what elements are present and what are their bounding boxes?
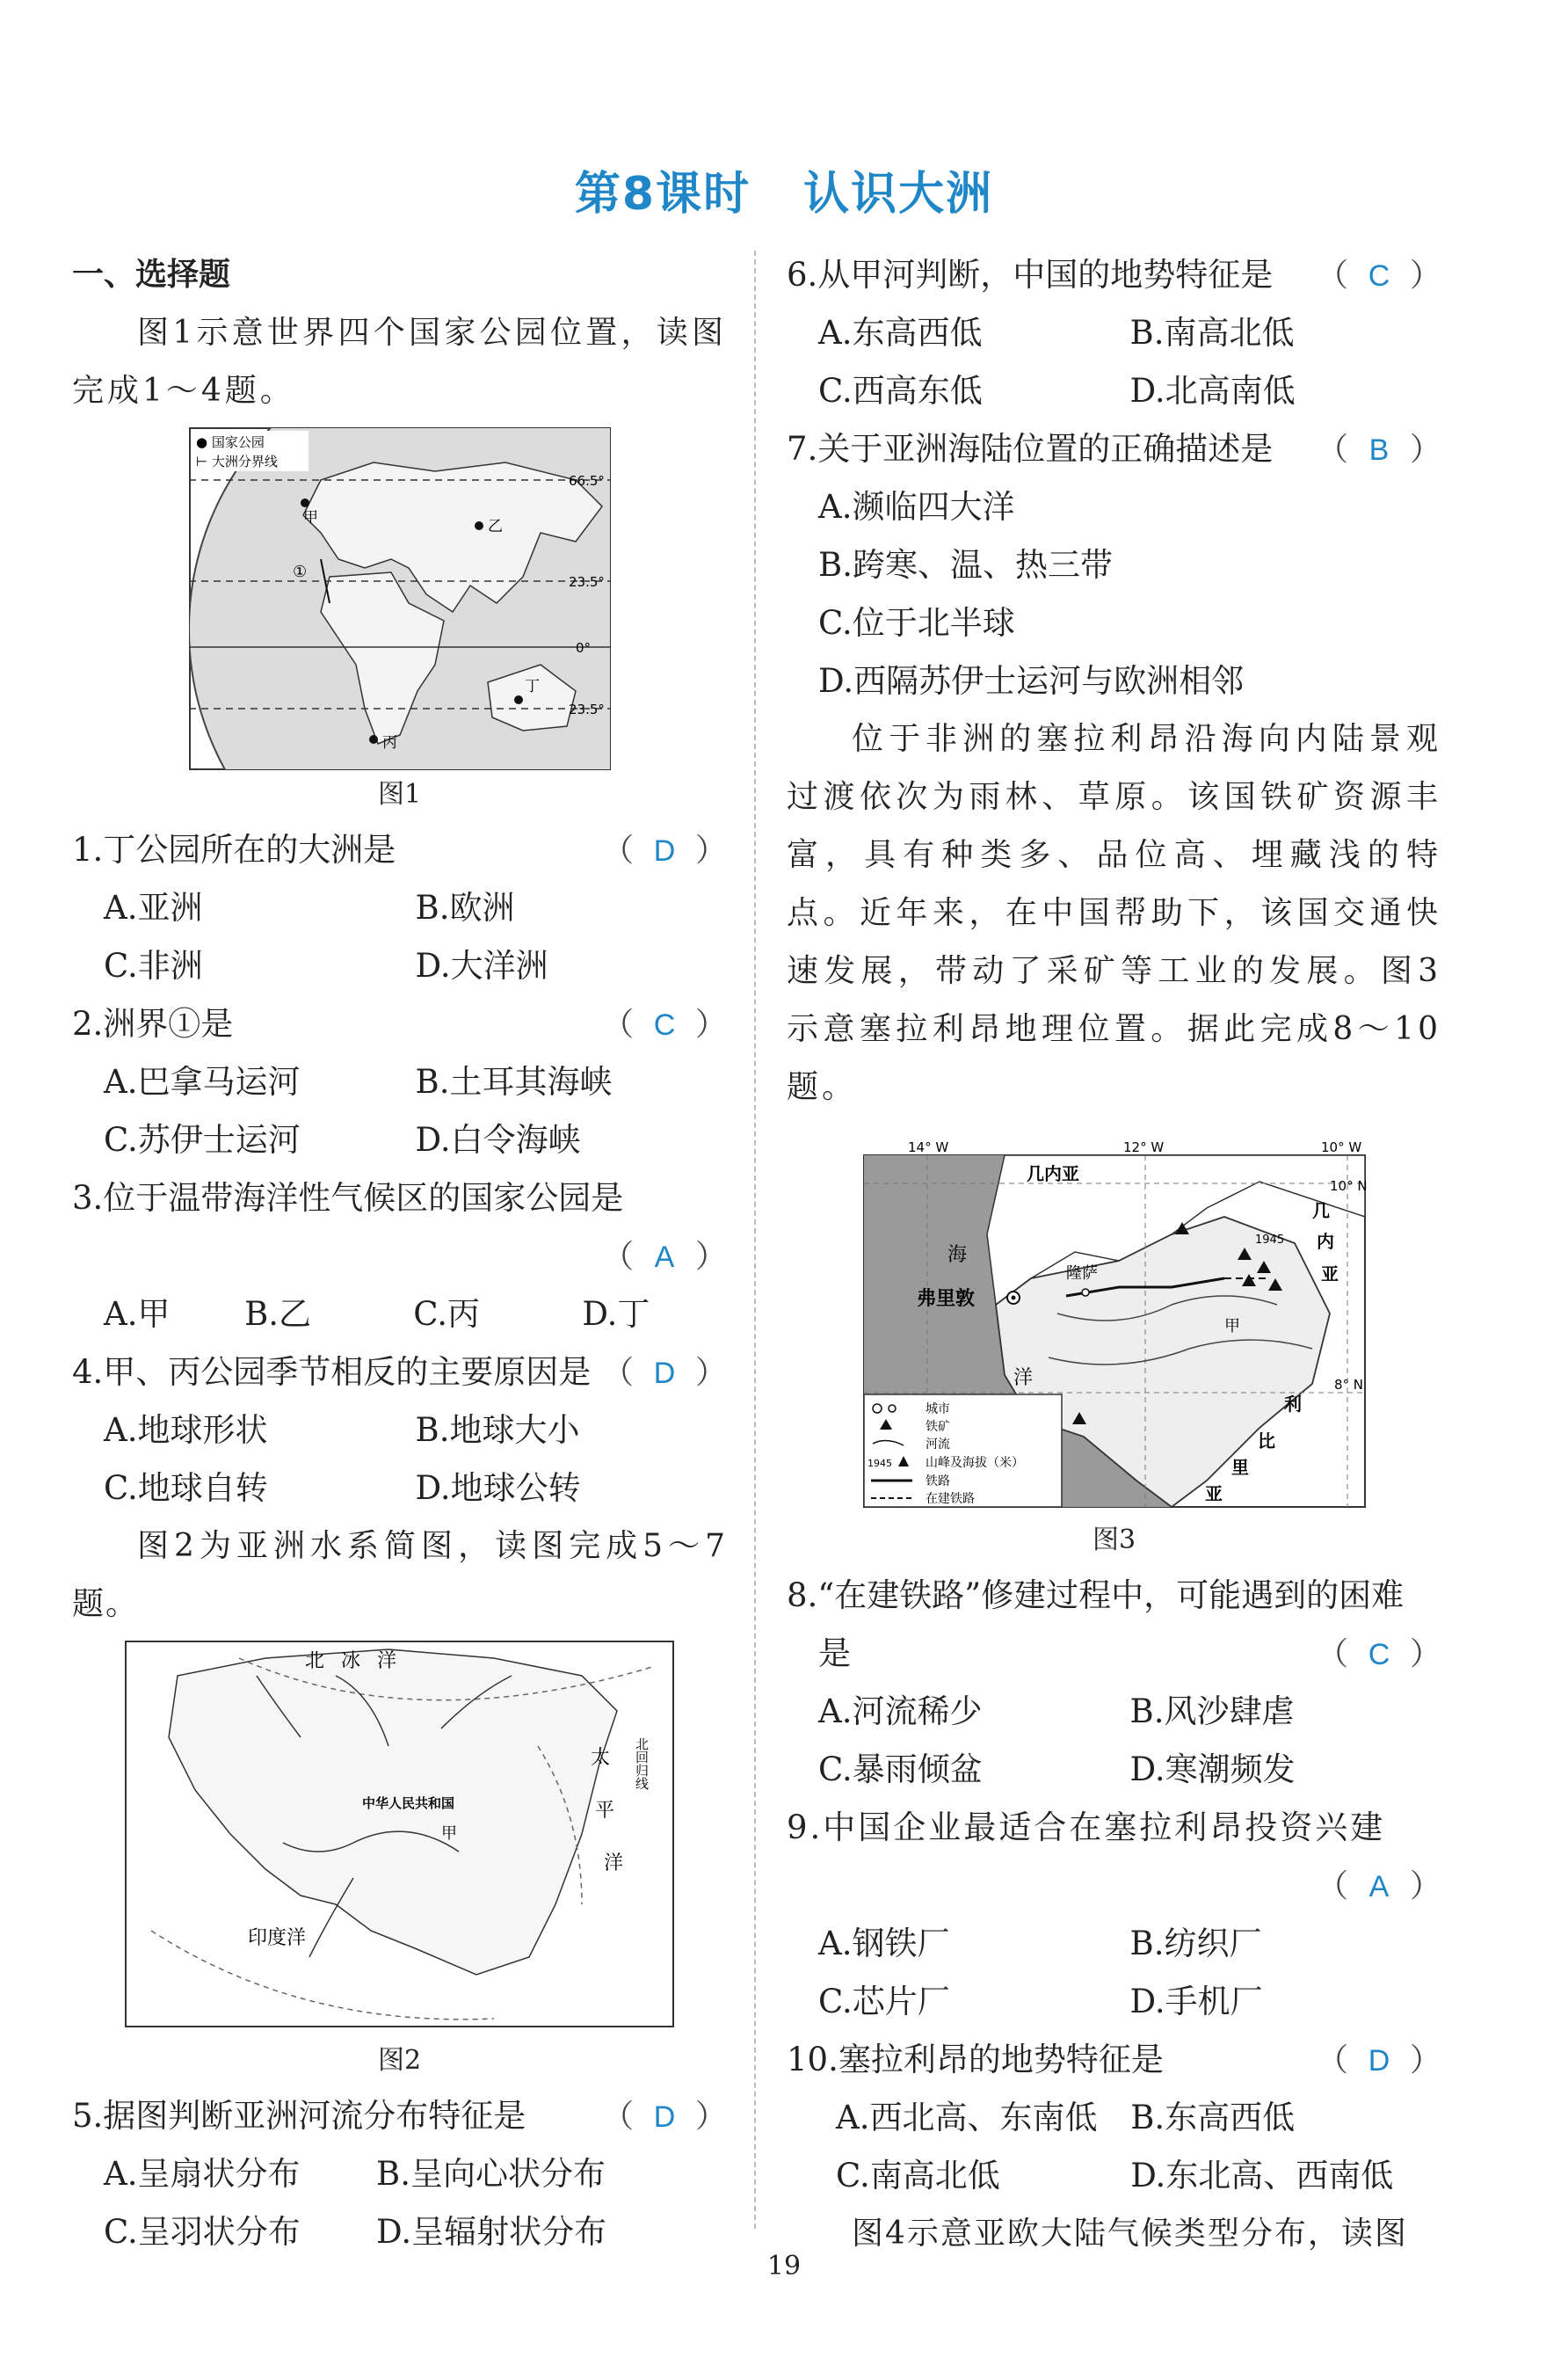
liberia-label-2: 比 xyxy=(1257,1430,1275,1452)
boundary-one-label: ① xyxy=(292,563,307,581)
lon-12w: 12° W xyxy=(1122,1139,1164,1155)
q9-options-row1: A.钢铁厂 B.纺织厂 xyxy=(818,1925,1262,1962)
question-8-cont: 是 （ C ） xyxy=(787,1625,1441,1683)
sierra-leone-map-figure xyxy=(855,1129,1374,1516)
china-label: 中华人民共和国 xyxy=(362,1795,455,1811)
lon-14w: 14° W xyxy=(907,1139,948,1155)
freetown-label: 弗里敦 xyxy=(916,1288,975,1310)
q7-option-c: C.位于北半球 xyxy=(818,604,1015,642)
tropic-label: 北回归线 xyxy=(634,1737,650,1790)
figure-1-caption: 图1 xyxy=(377,779,422,810)
guinea-label-v1: 几 xyxy=(1311,1200,1330,1221)
legend-iron: 铁矿 xyxy=(925,1420,950,1434)
figure-3-caption: 图3 xyxy=(1092,1525,1136,1555)
answer-3-line xyxy=(72,1227,727,1285)
question-4: 4.甲、丙公园季节相反的主要原因是 （ D ） xyxy=(72,1343,727,1401)
park-ding-label: 丁 xyxy=(524,678,540,695)
liberia-label-4: 亚 xyxy=(1204,1483,1223,1504)
answer-9-line xyxy=(787,1857,1441,1915)
q7-option-b: B.跨寒、温、热三带 xyxy=(818,546,1113,584)
figure-2 xyxy=(125,1641,674,2031)
q3-options: A.甲 B.乙 C.丙 D.丁 xyxy=(104,1295,650,1333)
q6-options-row1: A.东高西低 B.南高北低 xyxy=(818,314,1295,352)
question-2: 2.洲界①是 （ C ） xyxy=(72,995,727,1053)
intro-fig2: 图2为亚洲水系简图，读图完成5～7题。 xyxy=(72,1528,727,1622)
q8-options-row1: A.河流稀少 B.风沙肆虐 xyxy=(818,1692,1295,1730)
q5-options-row1: A.呈扇状分布 B.呈向心状分布 xyxy=(104,2155,606,2193)
figure-1 xyxy=(189,427,611,774)
liberia-label-3: 里 xyxy=(1230,1457,1249,1478)
q5-options-row2: C.呈羽状分布 D.呈辐射状分布 xyxy=(104,2213,607,2251)
answer-10: （ D ） xyxy=(1316,2042,1441,2078)
lat-8n: 8° N xyxy=(1333,1377,1363,1393)
liberia-label-1: 利 xyxy=(1283,1394,1302,1415)
question-5: 5.据图判断亚洲河流分布特征是 （ D ） xyxy=(72,2087,727,2145)
answer-1: （ D ） xyxy=(601,833,727,869)
page-number: 19 xyxy=(766,2251,802,2282)
legend-park: ● 国家公园 xyxy=(195,434,265,450)
q6-options-row2: C.西高东低 D.北高南低 xyxy=(818,372,1296,410)
q1-options-row1: A.亚洲 B.欧洲 xyxy=(104,889,515,927)
sea-label-1: 海 xyxy=(947,1244,967,1266)
section-heading: 一、选择题 xyxy=(72,257,231,293)
q10-options-row1: A.西北高、东南低 B.东高西低 xyxy=(836,2099,1296,2136)
question-8: 8.“在建铁路”修建过程中，可能遇到的困难 xyxy=(787,1576,1405,1614)
asia-rivers-figure xyxy=(125,1641,674,2027)
question-1: 1.丁公园所在的大洲是 （ D ） xyxy=(72,821,727,879)
answer-2: （ C ） xyxy=(601,1007,727,1043)
legend-peak-number: 1945 xyxy=(867,1458,892,1469)
indian-ocean-label: 印度洋 xyxy=(248,1927,307,1949)
legend-city: 城市 xyxy=(925,1402,950,1416)
lat-10n: 10° N xyxy=(1329,1178,1368,1194)
park-yi-label: 乙 xyxy=(487,518,503,535)
lon-10w: 10° W xyxy=(1320,1139,1361,1155)
pacific-label-1: 太 xyxy=(591,1747,611,1769)
right-column xyxy=(787,246,1441,2263)
legend-boundary: ⊢ 大洲分界线 xyxy=(195,454,278,469)
q4-options-row2: C.地球自转 D.地球公转 xyxy=(104,1469,581,1507)
question-10: 10.塞拉利昂的地势特征是 （ D ） xyxy=(787,2031,1441,2089)
q8-options-row2: C.暴雨倾盆 D.寒潮频发 xyxy=(818,1750,1296,1788)
page-title xyxy=(0,156,1568,222)
arctic-ocean-label: 北 冰 洋 xyxy=(305,1650,402,1672)
lat-label-23n: 23.5° xyxy=(568,574,605,590)
guinea-label: 几内亚 xyxy=(1026,1163,1079,1184)
question-3: 3.位于温带海洋性气候区的国家公园是 xyxy=(72,1179,624,1217)
river-jia-label: 甲 xyxy=(441,1824,457,1843)
legend-railway-construction: 在建铁路 xyxy=(925,1492,975,1506)
figure-3 xyxy=(855,1129,1374,1519)
question-7: 7.关于亚洲海陆位置的正确描述是 （ B ） xyxy=(787,420,1441,478)
q2-options-row2: C.苏伊士运河 D.白令海峡 xyxy=(104,1121,581,1159)
q10-options-row2: C.南高北低 D.东北高、西南低 xyxy=(836,2157,1394,2194)
figure-2-caption: 图2 xyxy=(377,2045,422,2076)
park-yi-marker xyxy=(475,521,483,530)
pacific-label-3: 洋 xyxy=(604,1852,624,1874)
lat-label-23s: 23.5° xyxy=(568,702,605,717)
lat-label-0: 0° xyxy=(575,640,591,656)
sea-label-2: 洋 xyxy=(1013,1367,1033,1389)
park-jia-label: 甲 xyxy=(302,509,318,527)
legend-railway: 铁路 xyxy=(925,1474,950,1488)
world-map-figure xyxy=(189,427,611,770)
answer-5: （ D ） xyxy=(601,2099,727,2135)
question-6: 6.从甲河判断，中国的地势特征是 （ C ） xyxy=(787,246,1441,304)
guinea-label-v3: 亚 xyxy=(1320,1263,1339,1285)
left-column xyxy=(72,246,727,2261)
answer-8: （ C ） xyxy=(1316,1636,1441,1672)
q9-options-row2: C.芯片厂 D.手机厂 xyxy=(818,1983,1263,2020)
q7-option-d: D.西隔苏伊士运河与欧洲相邻 xyxy=(818,662,1245,700)
park-bing-label: 丙 xyxy=(381,734,397,752)
answer-6: （ C ） xyxy=(1316,258,1441,294)
lat-label-66: 66.5° xyxy=(568,473,605,489)
q1-options-row2: C.非洲 D.大洋洲 xyxy=(104,947,548,985)
column-divider xyxy=(754,251,756,2229)
answer-3: （ A ） xyxy=(601,1239,727,1275)
legend-peak: 山峰及海拔（米） xyxy=(925,1456,1024,1470)
park-ding-marker xyxy=(514,695,523,704)
lesson-topic: 认识大洲 xyxy=(803,168,994,221)
q4-options-row1: A.地球形状 B.地球大小 xyxy=(104,1411,580,1449)
answer-7: （ B ） xyxy=(1316,432,1441,468)
park-jia-marker xyxy=(301,499,309,507)
peak-elevation-label: 1945 xyxy=(1254,1234,1284,1247)
q7-option-a: A.濒临四大洋 xyxy=(818,488,1015,526)
legend-river: 河流 xyxy=(925,1437,950,1452)
lesson-number: 第8课时 xyxy=(574,168,751,221)
answer-9: （ A ） xyxy=(1316,1868,1441,1904)
lungi-label: 隆萨 xyxy=(1065,1264,1098,1283)
intro-fig3: 位于非洲的塞拉利昂沿海向内陆景观过渡依次为雨林、草原。该国铁矿资源丰富，具有种类多、品位高、埋藏浅的特点。近年来，在中国帮助下，该国交通快速发展，带动了采矿等工业的发展。图3示意塞拉利昂地理位置。据此完成8～10题。 xyxy=(787,721,1441,1105)
intro-fig1: 图1示意世界四个国家公园位置，读图完成1～4题。 xyxy=(72,315,727,409)
q2-options-row1: A.巴拿马运河 B.土耳其海峡 xyxy=(104,1063,613,1101)
question-9: 9.中国企业最适合在塞拉利昂投资兴建 xyxy=(787,1809,1386,1846)
pacific-label-2: 平 xyxy=(595,1800,615,1822)
park-bing-marker xyxy=(369,735,378,744)
intro-fig4: 图4示意亚欧大陆气候类型分布，读图 xyxy=(852,2216,1408,2252)
guinea-label-v2: 内 xyxy=(1316,1231,1334,1252)
answer-4: （ D ） xyxy=(601,1355,727,1391)
river-jia-label-fig3: 甲 xyxy=(1223,1317,1240,1335)
